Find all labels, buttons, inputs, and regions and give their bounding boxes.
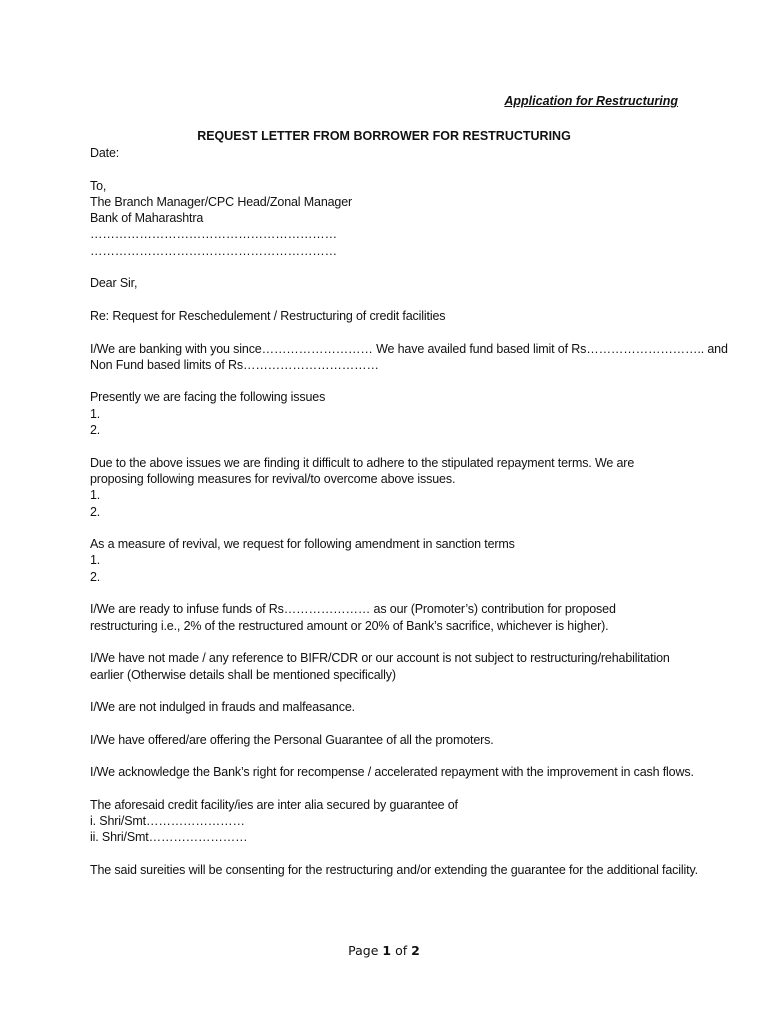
amendment-item-1: 1. (90, 553, 101, 568)
current-page: 1 (382, 943, 392, 958)
bank-name: Bank of Maharashtra (90, 211, 204, 226)
measures-item-1: 1. (90, 488, 101, 503)
recompense-paragraph: I/We acknowledge the Bank’s right for recompense / accelerated repayment with the improvement in cash flows. (90, 765, 694, 780)
issues-intro: Presently we are facing the following issues (90, 390, 326, 405)
date-label: Date: (90, 146, 120, 160)
of-word: of (395, 943, 408, 958)
salutation: Dear Sir, (90, 276, 138, 291)
letter-body (90, 145, 728, 878)
banking-line-1: I/We are banking with you since……………………… We have availed fund based limit of Rs……………………….. and (90, 341, 728, 356)
subject-line: Re: Request for Reschedulement / Restructuring of credit facilities (90, 308, 446, 323)
guarantor-line-1: i. Shri/Smt…………………… (90, 814, 245, 829)
frauds-paragraph: I/We are not indulged in frauds and malfeasance. (90, 700, 355, 715)
sureties-paragraph: The said sureities will be consenting for the restructuring and/or extending the guarantee for the additional facility. (90, 863, 698, 878)
page-number (0, 943, 768, 959)
bifr-paragraph: I/We have not made / any reference to BIFR/CDR or our account is not subject to restructuring/rehabilitation earlier (Otherwise details shall be mentioned specifically) (90, 651, 670, 682)
measures-paragraph: Due to the above issues we are finding it difficult to adhere to the stipulated repayment terms. We are proposing following measures for revival/to overcome above issues. (90, 455, 635, 486)
issues-item-2: 2. (90, 423, 101, 438)
page-title: REQUEST LETTER FROM BORROWER FOR RESTRUCTURING (197, 129, 571, 143)
banking-line-2: Non Fund based limits of Rs…………………………… (90, 357, 379, 372)
to-line: To, (90, 178, 107, 193)
infuse-paragraph: I/We are ready to infuse funds of Rs………………… as our (Promoter’s) contribution for proposed restructuring i.e., 2% of the restructured amount or 20% of Bank’s sacrifice, whichever is higher). (90, 602, 616, 633)
total-pages: 2 (411, 943, 420, 958)
amendment-item-2: 2. (90, 569, 101, 584)
issues-item-1: 1. (90, 406, 101, 421)
amendment-intro: As a measure of revival, we request for following amendment in sanction terms (90, 537, 515, 552)
form-label: Application for Restructuring (504, 94, 678, 108)
secured-intro: The aforesaid credit facility/ies are inter alia secured by guarantee of (90, 797, 458, 812)
guarantor-line-2: ii. Shri/Smt…………………… (90, 830, 248, 845)
address-blank-1: …………………………………………………… (90, 227, 338, 242)
address-blank-2: …………………………………………………… (90, 243, 338, 258)
page-word: Page (348, 943, 379, 958)
guarantee-paragraph: I/We have offered/are offering the Personal Guarantee of all the promoters. (90, 732, 494, 747)
addressee: The Branch Manager/CPC Head/Zonal Manager (90, 194, 353, 209)
measures-item-2: 2. (90, 504, 101, 519)
